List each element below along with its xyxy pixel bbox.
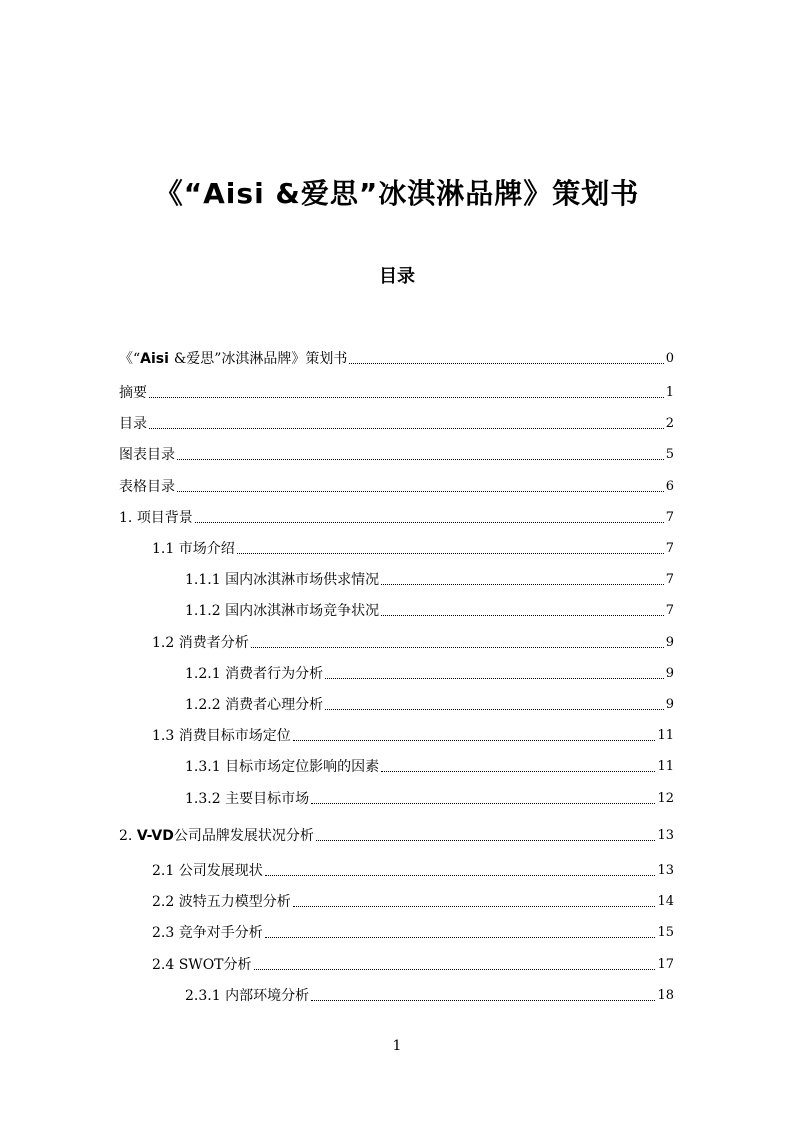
toc-entry-label — [119, 350, 347, 368]
toc-entry-label-text: 消费者行为分析 — [225, 666, 324, 682]
toc-entry-label — [225, 571, 379, 589]
toc-entry-page: 5 — [665, 447, 674, 462]
toc-entry-number: 1.3.1 — [185, 759, 226, 775]
toc-entry-label-text: 消费目标市场定位 — [178, 728, 291, 744]
toc-dot-leader — [149, 397, 664, 398]
toc-entry-label-text: 目标市场定位影响的因素 — [225, 759, 380, 775]
toc-dot-leader — [316, 840, 656, 841]
toc-dot-leader — [381, 615, 664, 616]
toc-entry[interactable] — [119, 721, 674, 745]
toc-entry-label-text: 公司品牌发展状况分析 — [173, 828, 314, 844]
toc-entry-number: 1.1 — [152, 541, 179, 557]
toc-entry-label-text: 表格目录 — [119, 479, 175, 495]
toc-dot-leader — [381, 771, 655, 772]
toc-entry-label — [225, 602, 379, 620]
toc-entry-label — [119, 415, 147, 433]
toc-entry-page: 17 — [657, 957, 674, 972]
toc-entry-label-text: 公司发展现状 — [178, 863, 263, 879]
toc-dot-leader — [251, 647, 664, 648]
toc-entry-page: 2 — [665, 416, 674, 431]
toc-entry-label-text: 摘要 — [119, 385, 147, 401]
toc-dot-leader — [311, 1000, 655, 1001]
toc-entry-number: 1.3.2 — [185, 791, 226, 807]
toc-entry-number: 1.2.1 — [185, 666, 226, 682]
toc-dot-leader — [265, 875, 656, 876]
toc-entry[interactable] — [119, 440, 674, 464]
toc-entry-label-text: 消费者分析 — [178, 635, 249, 651]
toc-entry-page: 7 — [665, 541, 674, 556]
toc-entry-page: 12 — [657, 791, 674, 806]
toc-entry-page: 14 — [657, 894, 674, 909]
toc-dot-leader — [311, 803, 655, 804]
toc-entry[interactable] — [119, 628, 674, 652]
toc-entry-page: 13 — [657, 828, 674, 843]
toc-entry-page: 7 — [665, 603, 674, 618]
toc-dot-leader — [293, 906, 656, 907]
toc-dot-leader — [254, 969, 656, 970]
toc-entry-label-text: 图表目录 — [119, 447, 175, 463]
toc-entry-label-text: 国内冰淇淋市场供求情况 — [225, 572, 380, 588]
toc-entry-label — [137, 827, 314, 845]
toc-entry-label — [225, 790, 309, 808]
toc-entry[interactable] — [119, 918, 674, 942]
toc-entry-page: 13 — [657, 863, 674, 878]
toc-entry-number: 2.1 — [152, 863, 179, 879]
toc-entry-label-text: 消费者心理分析 — [225, 697, 324, 713]
toc-entry-number: 2.3 — [152, 925, 179, 941]
toc-entry[interactable] — [119, 856, 674, 880]
toc-entry-number: 1.2 — [152, 635, 179, 651]
toc-entry-label — [179, 924, 263, 942]
toc-entry[interactable] — [119, 784, 674, 808]
toc-entry[interactable] — [119, 534, 674, 558]
toc-entry-label-bold: Aisi — [140, 351, 174, 367]
toc-entry-label-text: 《“ — [119, 351, 141, 367]
toc-entry-page: 18 — [657, 988, 674, 1003]
toc-entry-label-text: 内部环境分析 — [225, 988, 310, 1004]
toc-entry-page: 11 — [657, 728, 674, 743]
toc-entry-number: 2.2 — [152, 894, 179, 910]
toc-entry-page: 1 — [665, 385, 674, 400]
toc-entry-label-text: 项目背景 — [136, 510, 193, 526]
toc-entry-page: 9 — [665, 635, 674, 650]
toc-entry[interactable] — [119, 752, 674, 776]
toc-entry-label-text: SWOT分析 — [178, 957, 252, 973]
toc-entry-label-text: 波特五力模型分析 — [178, 894, 291, 910]
toc-entry[interactable] — [119, 472, 674, 496]
toc-entry[interactable] — [119, 659, 674, 683]
toc-entry-page: 9 — [665, 666, 674, 681]
toc-entry-label — [179, 956, 252, 974]
toc-entry-label — [179, 727, 291, 745]
toc-entry-page: 7 — [665, 572, 674, 587]
toc-entry-label-text: 竞争对手分析 — [178, 925, 263, 941]
toc-entry[interactable] — [119, 409, 674, 433]
toc-entry-number: 2.4 — [152, 957, 179, 973]
document-title: 《“Aisi &爱思”冰淇淋品牌》策划书 — [154, 177, 640, 210]
toc-dot-leader — [381, 584, 664, 585]
toc-entry-number: 2.3.1 — [185, 988, 226, 1004]
toc-dot-leader — [325, 678, 664, 679]
toc-entry[interactable] — [119, 565, 674, 589]
toc-dot-leader — [237, 553, 664, 554]
toc-entry-label — [225, 758, 379, 776]
toc-entry-page: 11 — [657, 759, 674, 774]
toc-entry-label-text: 市场介绍 — [178, 541, 235, 557]
toc-dot-leader — [177, 491, 664, 492]
toc-dot-leader — [177, 459, 664, 460]
toc-dot-leader — [265, 937, 656, 938]
toc-dot-leader — [195, 522, 664, 523]
toc-entry-number: 1.2.2 — [185, 697, 226, 713]
toc-entry-label-bold: V-VD — [136, 828, 174, 844]
toc-entry-label — [179, 893, 291, 911]
toc-entry-number: 1. — [119, 510, 137, 526]
toc-entry-label — [225, 987, 309, 1005]
toc-entry-label — [179, 862, 263, 880]
toc-entry[interactable] — [119, 503, 674, 527]
toc-dot-leader — [325, 709, 664, 710]
toc-entry-page: 0 — [665, 351, 674, 366]
toc-entry-label — [225, 665, 323, 683]
toc-entry-label-text: 目录 — [119, 416, 147, 432]
toc-entry-label — [137, 509, 193, 527]
toc-entry-label-text: 国内冰淇淋市场竞争状况 — [225, 603, 380, 619]
toc-entry-page: 7 — [665, 510, 674, 525]
page-number: 1 — [392, 1038, 402, 1054]
toc-entry[interactable] — [119, 981, 674, 1005]
toc-entry[interactable] — [119, 378, 674, 402]
toc-entry[interactable] — [119, 950, 674, 974]
toc-dot-leader — [149, 428, 664, 429]
toc-dot-leader — [293, 740, 656, 741]
toc-entry-label — [119, 384, 147, 402]
toc-entry[interactable] — [119, 596, 674, 620]
toc-entry-label — [225, 696, 323, 714]
toc-entry-number: 1.3 — [152, 728, 179, 744]
toc-entry[interactable] — [119, 690, 674, 714]
toc-entry-page: 15 — [657, 925, 674, 940]
toc-dot-leader — [349, 363, 663, 364]
toc-entry-page: 6 — [665, 479, 674, 494]
toc-entry-number: 1.1.2 — [185, 603, 226, 619]
toc-entry[interactable] — [119, 887, 674, 911]
toc-entry-label — [179, 540, 235, 558]
toc-entry-number: 1.1.1 — [185, 572, 226, 588]
toc-entry[interactable] — [119, 821, 674, 845]
toc-entry[interactable] — [119, 344, 674, 368]
toc-entry-label — [179, 634, 249, 652]
toc-entry-label-text: &爱思”冰淇淋品牌》策划书 — [173, 351, 348, 367]
toc-entry-label — [119, 478, 175, 496]
toc-entry-label-text: 主要目标市场 — [225, 791, 310, 807]
toc-heading: 目录 — [379, 266, 415, 287]
toc-entry-label — [119, 446, 175, 464]
toc-entry-number: 2. — [119, 828, 137, 844]
toc-entry-page: 9 — [665, 697, 674, 712]
